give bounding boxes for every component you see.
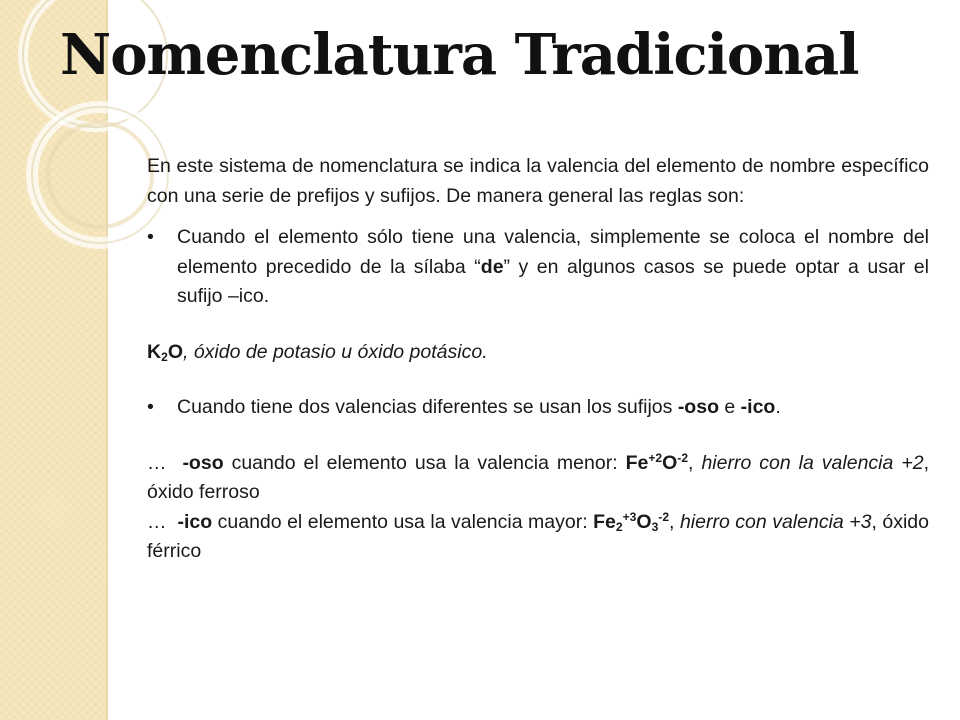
- suffix-ico: -ico: [740, 396, 776, 418]
- page-title: Nomenclatura Tradicional: [60, 22, 859, 88]
- bullet-mark: •: [147, 396, 154, 418]
- body-content: [147, 152, 929, 567]
- bullet-text: Cuando el elemento sólo tiene una valencia, simplemente se coloca el nombre del elemento precedido de la sílaba “de” y en algunos casos se puede optar a usar el sufijo –ico.: [177, 226, 929, 307]
- example-k2o: $K_2O$, óxido de potasio u óxido potásico.: [147, 340, 488, 364]
- bullet-two-valences: [147, 393, 929, 423]
- bullet-text: Cuando tiene dos valencias diferentes se usan los sufijos -oso e -ico.: [177, 396, 781, 418]
- rule-ico: … -ico cuando el elemento usa la valencia mayor: $Fe_2^{+3}O_3^{-2}$, hierro con valencia +3, óxido férrico: [147, 509, 930, 562]
- suffix-oso: -oso: [677, 396, 719, 418]
- intro-paragraph: En este sistema de nomenclatura se indica la valencia del elemento de nombre específico con una serie de prefijos y sufijos. De manera general las reglas son:: [147, 155, 929, 207]
- formula-feo: $Fe^{+2}O^{-2}$: [625, 450, 689, 474]
- rule-oso: … -oso cuando el elemento usa la valencia menor: $Fe^{+2}O^{-2}$, hierro con la valencia +2, óxido ferroso: [147, 450, 929, 503]
- bullet-mark: •: [147, 226, 154, 248]
- emphasis-de: de: [480, 255, 504, 278]
- bullet-single-valence: [147, 223, 929, 312]
- formula-fe2o3: $Fe_2^{+3}O_3^{-2}$: [593, 509, 670, 534]
